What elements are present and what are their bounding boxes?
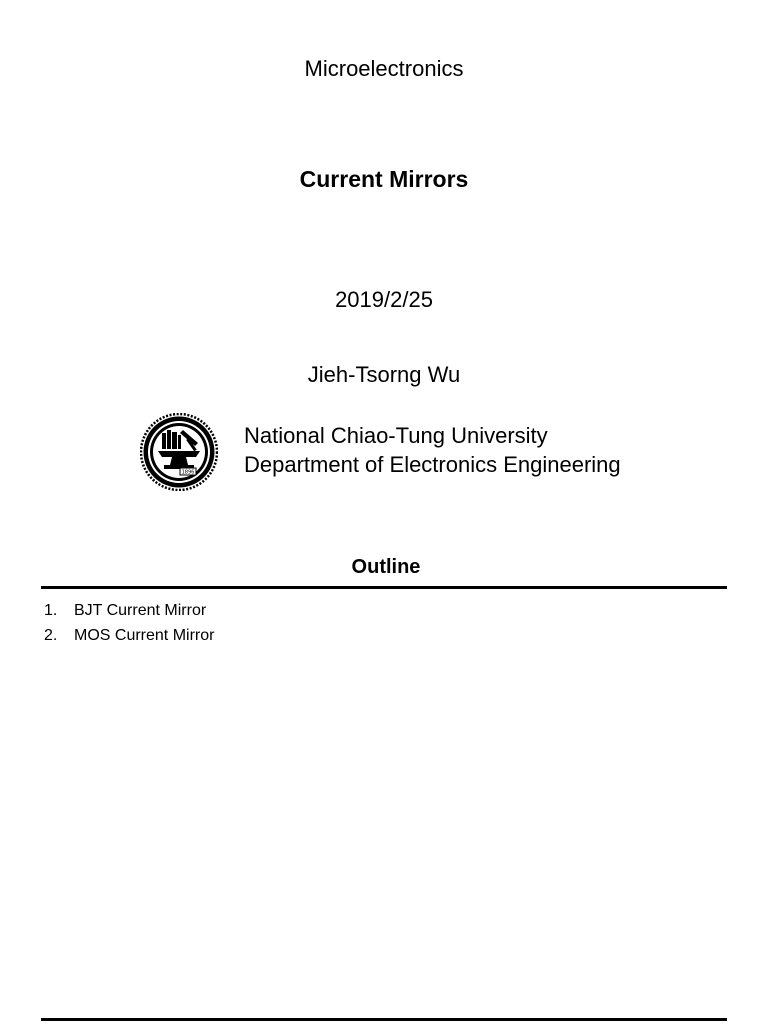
outline-item <box>44 623 214 648</box>
author-name: Jieh-Tsorng Wu <box>307 362 461 387</box>
university-seal-logo <box>140 413 218 491</box>
svg-text:1896: 1896 <box>181 469 195 476</box>
course-name: Microelectronics <box>304 56 464 81</box>
outline-top-rule <box>41 586 727 589</box>
slide-title: Current Mirrors <box>299 166 469 192</box>
outline-item <box>44 598 214 623</box>
outline-item-number: 1. <box>44 602 58 619</box>
outline-item-label: BJT Current Mirror <box>74 602 207 619</box>
outline-list <box>44 598 214 648</box>
affiliation-block <box>244 421 621 479</box>
outline-item-number: 2. <box>44 627 58 644</box>
outline-item-label: MOS Current Mirror <box>74 627 215 644</box>
outline-heading: Outline <box>351 556 421 578</box>
seal-graphic <box>140 413 218 491</box>
page-bottom-rule <box>41 1018 727 1021</box>
university-name: National Chiao-Tung University <box>244 423 548 448</box>
department-name: Department of Electronics Engineering <box>244 452 621 477</box>
presentation-date: 2019/2/25 <box>335 287 433 312</box>
